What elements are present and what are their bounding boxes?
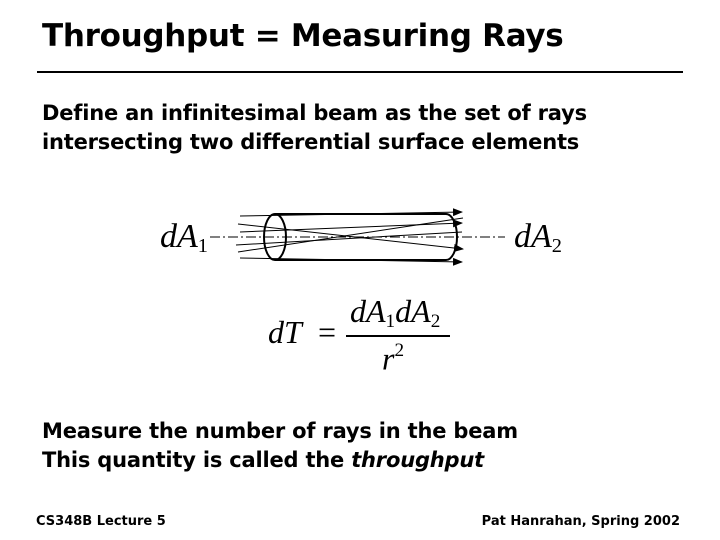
footer-author: Pat Hanrahan, Spring 2002	[481, 514, 680, 529]
outro-line-1: Measure the number of rays in the beam	[42, 419, 518, 443]
footer-course: CS348B Lecture 5	[36, 514, 166, 529]
diagram-label-dA1: $dA_1$	[160, 218, 208, 258]
throughput-term: throughput	[351, 448, 484, 472]
ray	[236, 232, 462, 245]
slide-title: Throughput = Measuring Rays	[42, 18, 564, 54]
formula-numerator: $dA_1dA_2$	[350, 293, 441, 332]
ray	[238, 218, 463, 252]
formula-equals: =	[318, 314, 337, 350]
outro-line-2	[42, 448, 484, 472]
diagram-label-dA2: $dA_2$	[514, 218, 562, 258]
formula-denominator: $r^2$	[382, 340, 405, 377]
intro-line-1: Define an infinitesimal beam as the set of rays	[42, 101, 587, 125]
outro-line-2-prefix: This quantity is called the	[42, 448, 352, 472]
fraction-bar	[346, 335, 450, 337]
intro-line-2: intersecting two differential surface elements	[42, 130, 580, 154]
formula-lhs: dT	[268, 314, 302, 350]
